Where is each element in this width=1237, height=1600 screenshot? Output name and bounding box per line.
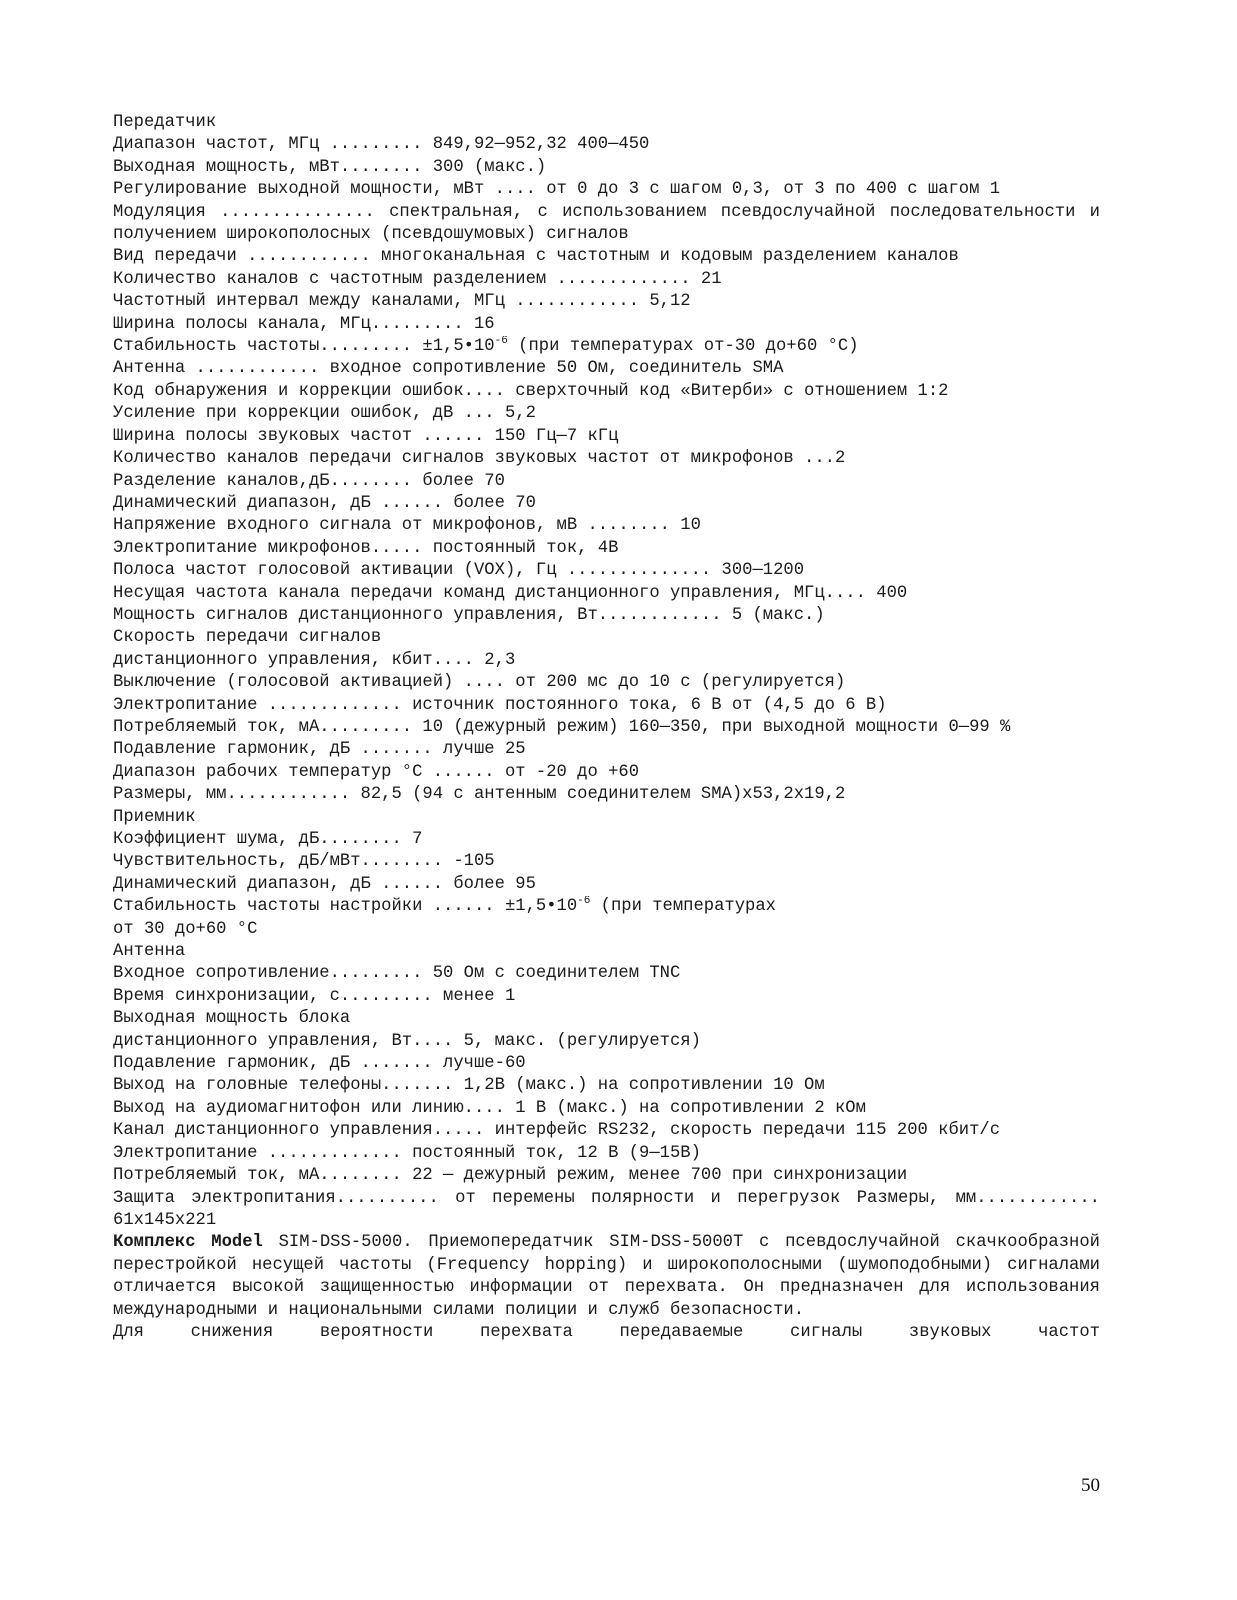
- spec-line: Размеры, мм............ 82,5 (94 с антенным соединителем SMA)х53,2х19,2: [113, 785, 846, 805]
- spec-line-tuning-stability: [113, 896, 1100, 918]
- spec-line: Потребляемый ток, мА........ 22 — дежурный режим, менее 700 при синхронизации: [113, 1166, 908, 1186]
- spec-text: Стабильность частоты......... ±1,5•10: [113, 337, 495, 357]
- spec-line: Код обнаружения и коррекции ошибок.... сверхточный код «Витерби» с отношением 1:2: [113, 381, 949, 401]
- spec-line: Подавление гармоник, дБ ....... лучше 25: [113, 740, 526, 760]
- spec-line: Подавление гармоник, дБ ....... лучше-60: [113, 1054, 526, 1074]
- section-heading-receiver: Приемник: [113, 807, 196, 827]
- spec-text: Стабильность частоты настройки ...... ±1,5•10: [113, 897, 578, 917]
- spec-line: Коэффициент шума, дБ........ 7: [113, 830, 423, 849]
- spec-line: Антенна ............ входное сопротивление 50 Ом, соединитель SMA: [113, 359, 784, 379]
- paragraph-last-line: Для снижения вероятности перехвата передаваемые сигналы звуковых частот: [113, 1322, 1100, 1342]
- spec-line: Электропитание ............. источник постоянного тока, 6 В от (4,5 до 6 В): [113, 695, 887, 715]
- spec-line: Чувствительность, дБ/мВт........ -105: [113, 852, 495, 872]
- spec-line: Несущая частота канала передачи команд дистанционного управления, МГц.... 400: [113, 583, 908, 603]
- page-number: 50: [1081, 1475, 1100, 1496]
- exponent: -6: [577, 896, 591, 908]
- spec-line: Ширина полосы канала, МГц......... 16: [113, 314, 495, 334]
- spec-text: (при температурах: [590, 897, 776, 917]
- spec-line: Электропитание ............. постоянный ток, 12 В (9—15В): [113, 1143, 701, 1163]
- spec-line-frequency-stability: [113, 336, 1100, 358]
- spec-line: Диапазон рабочих температур °С ...... от -20 до +60: [113, 762, 640, 782]
- spec-line: Мощность сигналов дистанционного управления, Вт............ 5 (макс.): [113, 605, 825, 625]
- spec-text: (при температурах от-30 до+60 °С): [507, 337, 859, 357]
- spec-line: от 30 до+60 °С: [113, 919, 258, 939]
- spec-line: Ширина полосы звуковых частот ...... 150 Гц—7 кГц: [113, 426, 619, 446]
- spec-line: Выключение (голосовой активацией) .... от 200 мс до 10 с (регулируется): [113, 673, 846, 693]
- spec-line: Динамический диапазон, дБ ...... более 95: [113, 874, 536, 894]
- spec-line: Полоса частот голосовой активации (VOX), Гц .............. 300—1200: [113, 561, 805, 581]
- product-name-bold: Комплекс Model: [113, 1233, 263, 1253]
- spec-line: Разделение каналов,дБ........ более 70: [113, 471, 505, 491]
- spec-line: Напряжение входного сигнала от микрофонов, мВ ........ 10: [113, 516, 701, 536]
- spec-line: Динамический диапазон, дБ ...... более 70: [113, 493, 536, 513]
- spec-line: Электропитание микрофонов..... постоянный ток, 4В: [113, 538, 619, 558]
- spec-line: Количество каналов с частотным разделением ............. 21: [113, 269, 722, 289]
- spec-line: Выходная мощность, мВт........ 300 (макс.): [113, 157, 547, 177]
- spec-line: Регулирование выходной мощности, мВт .... от 0 до 3 с шагом 0,3, от 3 по 400 с шагом 1: [113, 180, 1001, 200]
- spec-line: Защита электропитания.......... от перемены полярности и перегрузок Размеры, мм............ 61х145х221: [113, 1188, 1100, 1230]
- spec-line: Модуляция ............... спектральная, с использованием псевдослучайной последовательности и получением широкополосных (псевдошумовых) сигналов: [113, 202, 1100, 245]
- spec-line: дистанционного управления, кбит.... 2,3: [113, 650, 516, 670]
- spec-line: Антенна: [113, 942, 186, 962]
- spec-line: Выход на головные телефоны....... 1,2В (макс.) на сопротивлении 10 Ом: [113, 1076, 825, 1096]
- spec-line: Потребляемый ток, мА......... 10 (дежурный режим) 160—350, при выходной мощности 0—99 %: [113, 717, 1011, 737]
- section-heading-transmitter: Передатчик: [113, 113, 217, 132]
- spec-line: Вид передачи ............ многоканальная с частотным и кодовым разделением каналов: [113, 247, 959, 267]
- spec-line: Выход на аудиомагнитофон или линию.... 1 В (макс.) на сопротивлении 2 кОм: [113, 1098, 866, 1118]
- spec-line: Выходная мощность блока: [113, 1009, 351, 1029]
- exponent: -6: [494, 336, 508, 348]
- spec-line: Время синхронизации, с......... менее 1: [113, 986, 516, 1006]
- spec-line: Диапазон частот, МГц ......... 849,92—952,32 400—450: [113, 135, 650, 155]
- paragraph-text: SIM-DSS-5000. Приемопередатчик SIM-DSS-5000T с псевдослучайной скачкообразной перестройкой несущей частоты (Frequency hopping) и широкополосными (шумоподобными) сигналами отличается высокой защищенностью информации от перехвата. Он предназначен для использования международными и национальными силами полиции и служб безопасности.: [113, 1233, 1100, 1320]
- spec-line: Входное сопротивление......... 50 Ом с соединителем TNC: [113, 964, 681, 984]
- document-body: [113, 112, 1100, 1344]
- spec-line: Канал дистанционного управления..... интерфейс RS232, скорость передачи 115 200 кбит/с: [113, 1121, 1001, 1141]
- spec-line: Усиление при коррекции ошибок, дВ ... 5,2: [113, 404, 536, 424]
- spec-line: Скорость передачи сигналов: [113, 628, 382, 648]
- spec-line: Частотный интервал между каналами, МГц ............ 5,12: [113, 292, 691, 312]
- paragraph: [113, 1232, 1100, 1322]
- spec-line: Количество каналов передачи сигналов звуковых частот от микрофонов ...2: [113, 449, 846, 469]
- spec-line: дистанционного управления, Вт.... 5, макс. (регулируется): [113, 1031, 701, 1051]
